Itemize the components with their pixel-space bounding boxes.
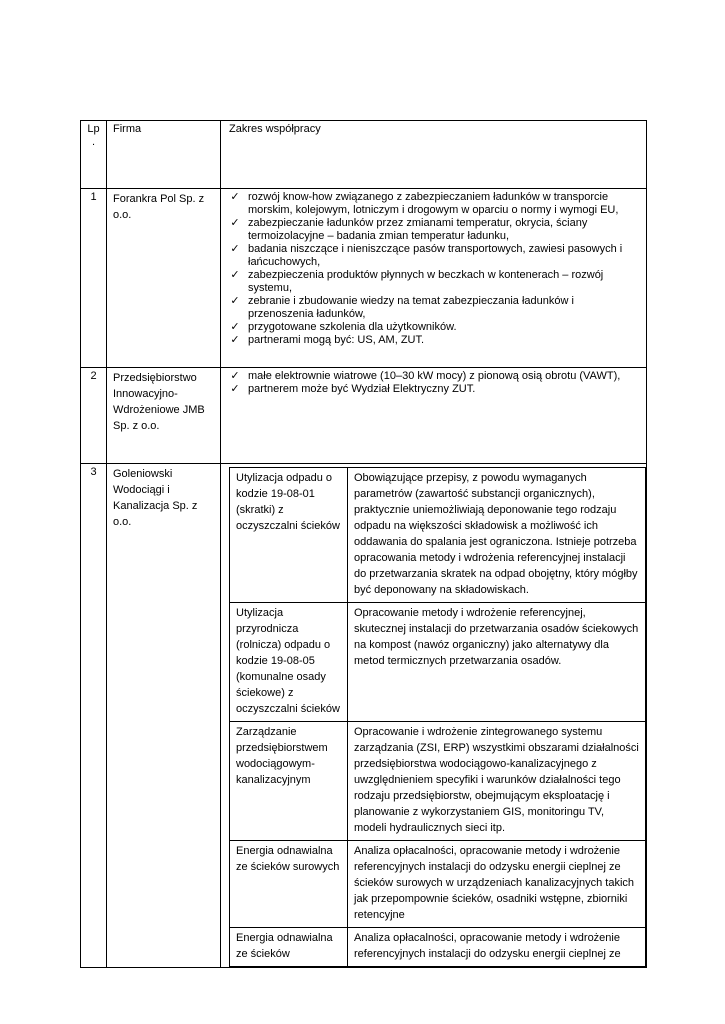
description-cell: Obowiązujące przepisy, z powodu wymaganych parametrów (zawartość substancji organicznych), praktycznie uniemożliwiają deponowanie tego rodzaju odpadu na większości składowisk a możliwość ich oddawania do spalania jest ograniczona. Istnieje potrzeba opracowania metody i wdrożenia referencyjnej instalacji do przetwarzania skratek na odpad obojętny, który mógłby być deponowany na składowiskach.	[348, 468, 646, 603]
checkmark-icon: ✓	[230, 295, 240, 307]
area-cell: Utylizacja przyrodnicza (rolnicza) odpadu o kodzie 19-08-05 (komunalne osady ściekowe) z oczyszczalni ścieków	[230, 603, 348, 722]
list-item: ✓ zabezpieczenia produktów płynnych w beczkach w kontenerach – rozwój systemu,	[230, 269, 604, 294]
list-item: ✓ przygotowane szkolenia dla użytkowników.	[230, 321, 457, 333]
cooperation-table	[80, 120, 647, 968]
table-row	[81, 189, 647, 368]
list-item: ✓ rozwój know-how związanego z zabezpieczaniem ładunków w transporcie morskim, kolejowym, lotniczym i drogowym w oparciu o normy i wymogi EU,	[230, 191, 619, 216]
company-name: Forankra Pol Sp. z o.o.	[107, 189, 221, 368]
nested-row	[230, 468, 646, 603]
scope-cell	[221, 464, 647, 968]
company-name: Przedsiębiorstwo Innowacyjno-Wdrożeniowe JMB Sp. z o.o.	[107, 368, 221, 464]
area-cell: Utylizacja odpadu o kodzie 19-08-01 (skratki) z oczyszczalni ścieków	[230, 468, 348, 603]
header-firma: Firma	[107, 121, 221, 189]
header-lp	[81, 121, 107, 189]
area-cell: Energia odnawialna ze ścieków surowych	[230, 841, 348, 928]
checkmark-icon: ✓	[230, 243, 240, 255]
checkmark-icon: ✓	[230, 217, 240, 229]
list-item: ✓ małe elektrownie wiatrowe (10–30 kW mocy) z pionową osią obrotu (VAWT),	[230, 370, 621, 382]
nested-row	[230, 722, 646, 841]
row-number: 2	[81, 368, 107, 464]
checkmark-icon: ✓	[230, 269, 240, 281]
list-item: ✓ zabezpieczanie ładunków przez zmianami temperatur, okrycia, ściany termoizolacyjne – badania zmian temperatur ładunku,	[230, 217, 588, 242]
row-number: 1	[81, 189, 107, 368]
list-item: ✓ zebranie i zbudowanie wiedzy na temat zabezpieczania ładunków i przenoszenia ładunków,	[230, 295, 574, 320]
list-item: ✓ partnerem może być Wydział Elektryczny ZUT.	[230, 383, 476, 395]
area-cell: Zarządzanie przedsiębiorstwem wodociągowym-kanalizacyjnym	[230, 722, 348, 841]
nested-row	[230, 603, 646, 722]
description-cell: Analiza opłacalności, opracowanie metody i wdrożenie referencyjnych instalacji do odzysku energii cieplnej ze	[348, 928, 646, 967]
nested-row	[230, 928, 646, 967]
header-lp-label: Lp	[87, 123, 100, 135]
area-cell: Energia odnawialna ze ścieków	[230, 928, 348, 967]
checkmark-icon: ✓	[230, 191, 240, 203]
description-cell: Opracowanie metody i wdrożenie referencyjnej, skutecznej instalacji do przetwarzania osadów ściekowych na kompost (nawóz organiczny) jako alternatywy dla metod termicznych przetwarzania osadów.	[348, 603, 646, 722]
scope-cell	[221, 368, 647, 464]
header-lp-dot: .	[91, 136, 96, 148]
scope-list	[229, 191, 638, 347]
checkmark-icon: ✓	[230, 321, 240, 333]
table-row	[81, 368, 647, 464]
checkmark-icon: ✓	[230, 383, 240, 395]
list-item: ✓ partnerami mogą być: US, AM, ZUT.	[230, 334, 425, 346]
description-cell: Opracowanie i wdrożenie zintegrowanego systemu zarządzania (ZSI, ERP) wszystkimi obszarami działalności przedsiębiorstwa wodociągowo-kanalizacyjnego z uwzględnieniem specyfiki i warunków działalności tego rodzaju przedsiębiorstw, obejmującym eksploatację i planowanie z wykorzystaniem GIS, monitoringu TV, modeli hydraulicznych sieci itp.	[348, 722, 646, 841]
company-name: Goleniowski Wodociągi i Kanalizacja Sp. z o.o.	[107, 464, 221, 968]
description-cell: Analiza opłacalności, opracowanie metody i wdrożenie referencyjnych instalacji do odzysku energii cieplnej ze ścieków surowych w urządzeniach kanalizacyjnych takich jak przepompownie ścieków, osadniki wstępne, zbiorniki retencyjne	[348, 841, 646, 928]
table-row	[81, 464, 647, 968]
row-number: 3	[81, 464, 107, 968]
scope-list	[229, 370, 638, 396]
scope-cell	[221, 189, 647, 368]
checkmark-icon: ✓	[230, 334, 240, 346]
checkmark-icon: ✓	[230, 370, 240, 382]
nested-scope-table	[229, 467, 646, 967]
header-zakres: Zakres współpracy	[221, 121, 647, 189]
list-item: ✓ badania niszczące i nieniszczące pasów transportowych, zawiesi pasowych i łańcuchowych,	[230, 243, 623, 268]
table-header-row	[81, 121, 647, 189]
nested-row	[230, 841, 646, 928]
